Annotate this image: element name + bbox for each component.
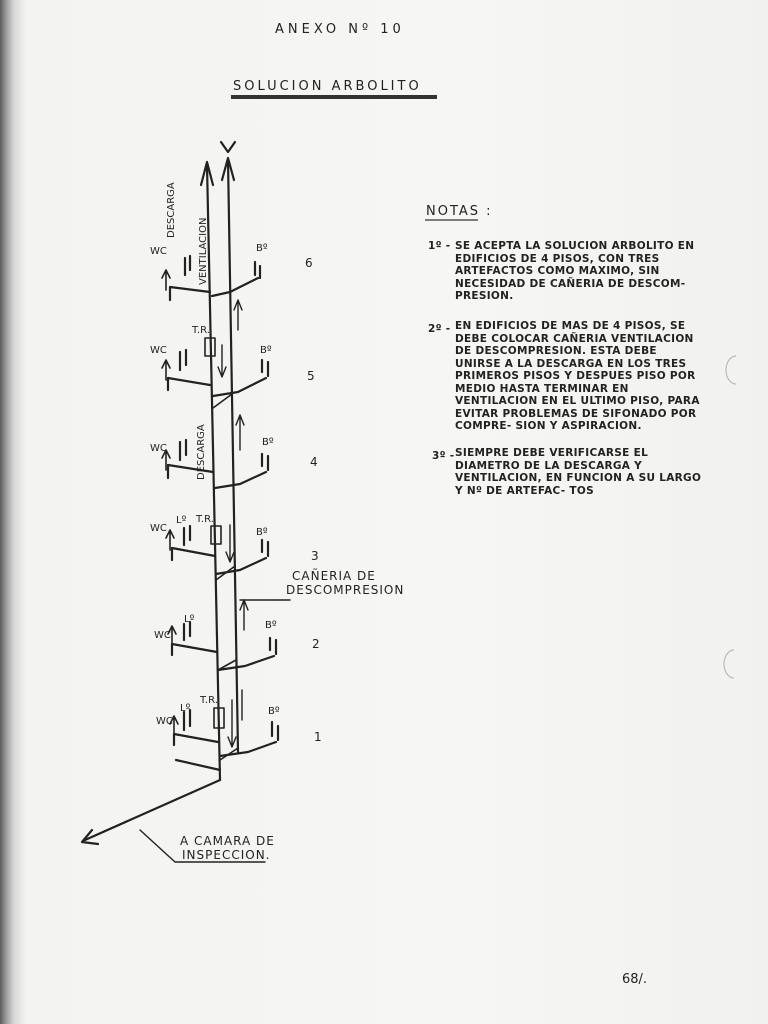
trap-label-5: T.R. — [192, 325, 210, 336]
lav-label-5: Lº — [176, 515, 187, 526]
floor-number-3: 3 — [311, 549, 319, 563]
bath-label-5: Bº — [260, 345, 272, 356]
note-3-text: SIEMPRE DEBE VERIFICARSE EL DIAMETRO DE LA DESCARGA Y VENTILACION, EN FUNCION A SU LARGO Y Nº DE ARTEFAC- TOS — [455, 447, 702, 497]
bath-label-2: Bº — [265, 620, 277, 631]
stack-label-discharge: DESCARGA — [166, 182, 177, 238]
note-2-number: 2º - — [428, 323, 451, 335]
wc-label-4: WC — [150, 443, 167, 454]
floor-number-6: 6 — [305, 256, 313, 270]
chamber-label-line1: A CAMARA DE — [180, 834, 275, 848]
bath-label-6: Bº — [256, 243, 268, 254]
bath-label-4: Bº — [262, 437, 274, 448]
floor-number-4: 4 — [310, 455, 318, 469]
page-number: 68/. — [622, 972, 648, 987]
page-title: SOLUCION ARBOLITO — [233, 79, 422, 94]
wc-label-6: WC — [150, 246, 167, 257]
floor-number-5: 5 — [307, 369, 315, 383]
trap-label-1: T.R. — [200, 695, 218, 706]
floor-number-1: 1 — [314, 730, 322, 744]
wc-label-5: WC — [150, 345, 167, 356]
floor-number-2: 2 — [312, 637, 320, 651]
chamber-label-line2: INSPECCION. — [182, 848, 271, 862]
note-1-text: SE ACEPTA LA SOLUCION ARBOLITO EN EDIFICIOS DE 4 PISOS, CON TRES ARTEFACTOS COMO MAXIMO, SIN NECESIDAD DE CAÑERIA DE DESCOM- PRESION. — [455, 240, 695, 302]
notes-heading: NOTAS : — [426, 204, 493, 219]
bath-label-3: Bº — [256, 527, 268, 538]
stack-label-vent: VENTILACION — [198, 217, 209, 285]
stack-label-mid: DESCARGA — [196, 424, 207, 480]
note-1-number: 1º - — [428, 240, 451, 252]
wc-label-1: WC — [156, 716, 173, 727]
bath-label-1: Bº — [268, 706, 280, 717]
note-3-number: 3º - — [432, 450, 455, 462]
trap-label-3: T.R. — [196, 514, 214, 525]
wc-label-3: WC — [150, 523, 167, 534]
annex-number: ANEXO Nº 10 — [275, 22, 405, 37]
note-2-text: EN EDIFICIOS DE MAS DE 4 PISOS, SE DEBE COLOCAR CAÑERIA VENTILACION DE DESCOMPRESION. ESTA DEBE UNIRSE A LA DESCARGA EN LOS TRES PRIMEROS PISOS Y DESPUES PISO POR MEDIO HASTA TERMINAR EN VENTILACION EN EL ULTIMO PISO, PARA EVITAR PROBLEMAS DE SIFONADO POR COMPRE- SION Y ASPIRACION. — [455, 320, 700, 432]
wc-label-2: WC — [154, 630, 171, 641]
decompression-label-line2: DESCOMPRESION — [286, 583, 405, 597]
decompression-label-line1: CAÑERIA DE — [292, 569, 376, 583]
lav-label-1: Lº — [180, 703, 191, 714]
lav-label-2: Lº — [184, 614, 195, 625]
